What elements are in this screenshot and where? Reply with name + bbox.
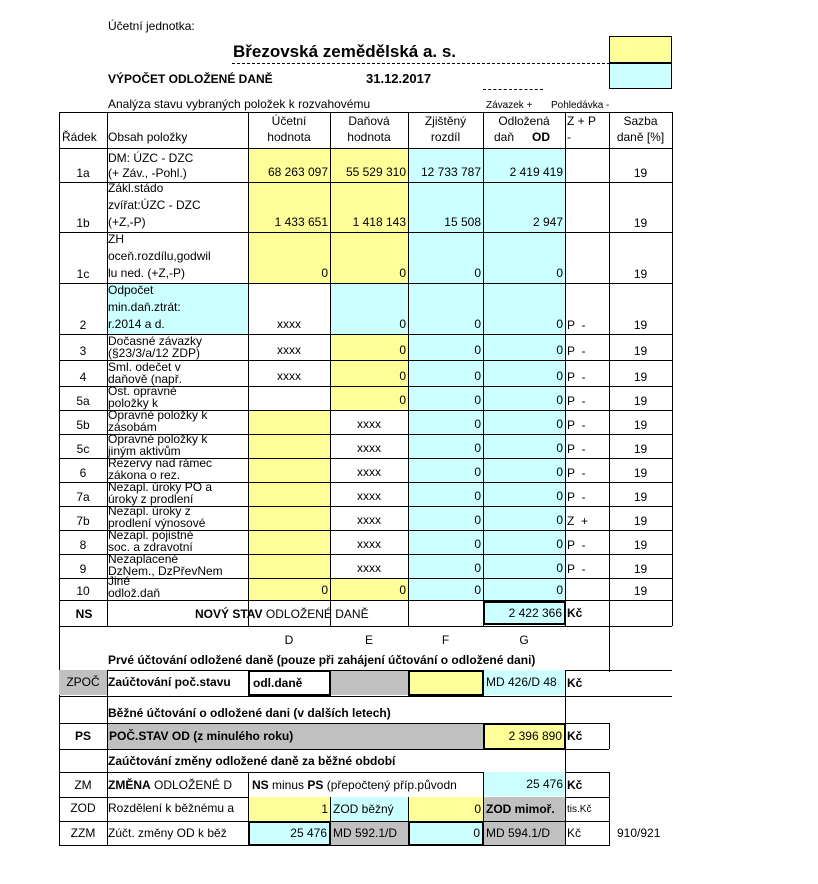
first-heading: Prvé účtování odložené daně (pouze při zahájení účtování o odložené dani) [108,653,536,667]
cell-zr-5a: 0 [408,386,483,410]
cell-od-8: 0 [483,530,565,554]
row-desc-1b-2: (+Z,-P) [108,215,146,229]
cell-zr-1c: 0 [408,232,483,283]
cell-od-2: 0 [483,283,565,334]
cell-uh-6 [248,458,330,482]
zpoc-grey [331,670,408,695]
row-zp-5b: P - [567,418,586,432]
row-id-7b: 7b [76,514,90,528]
row-rate-10: 19 [633,584,648,598]
company-name: Březovská zemědělská a. s. [233,42,457,61]
zod-val1: 1 [249,797,330,821]
cell-uh-7a [248,482,330,506]
ps-label: POČ.STAV OD (z minulého roku) [108,724,483,749]
grid-h-11 [59,482,672,483]
grid-v-7 [609,112,610,626]
col-zjisteny-2: rozdíl [430,130,461,144]
cell-dh-5b: xxxx [357,417,381,431]
row-desc-3-0: Dočasné závazky [108,334,203,348]
row-rate-3: 19 [633,344,648,358]
col-ucetni-2: hodnota [267,130,311,144]
row-desc-5b-0: Opravné položky k [108,408,208,422]
grid-v-6 [565,112,566,626]
grid-v-4 [408,112,409,626]
row-desc-7b-0: Nezapl. úroky z [108,504,191,518]
row-zp-3: P - [567,344,586,358]
row-rate-1c: 19 [633,267,648,281]
cell-uh-3: xxxx [277,343,301,357]
zm-minus: minus [268,778,308,792]
row-id-4: 4 [79,370,87,384]
zm-label-bold: ZMĚNA [108,778,151,792]
row-id-5b: 5b [76,418,90,432]
row-id-5c: 5c [76,442,90,456]
row-desc-9-1: DzNem., DzPřevNem [108,564,223,578]
row-desc-10-0: Jiné [108,574,131,588]
row-id-8: 8 [79,538,87,552]
row-id-2: 2 [79,318,87,332]
cell-od-5c: 0 [483,434,565,458]
zm-ns: NS [252,778,269,792]
cell-dh-9: xxxx [357,561,381,575]
cell-zr-3: 0 [408,334,483,360]
cell-od-9: 0 [483,554,565,578]
zzm-label: Zúčt. změny OD k běž [108,826,227,840]
cell-dh-5c: xxxx [357,441,381,455]
cell-uh-1b: 1 433 651 [248,182,330,232]
row-desc-5b-1: zásobám [108,420,157,434]
row-rate-1a: 19 [633,166,648,180]
col-letter-d: D [284,633,294,647]
grid-v-5 [483,112,484,626]
cell-od-1c: 0 [483,232,565,283]
row-rate-4: 19 [633,370,648,384]
row-id-5a: 5a [76,394,90,408]
legend-yellow-box [609,36,672,63]
cell-uh-4: xxxx [277,369,301,383]
grid-h-5 [59,334,672,335]
row-id-3: 3 [79,344,87,358]
col-letter-f: F [441,633,450,647]
cell-uh-8 [248,530,330,554]
zzm-unit: Kč [567,826,582,840]
row-desc-1c-0: ZH [108,232,124,246]
grid-v-3 [330,112,331,626]
grid-h-1 [59,148,672,149]
col-odlozena-1: Odložená [498,114,550,128]
zpoc-unit: Kč [567,676,583,690]
col-zp-2: - [567,130,571,144]
row-desc-2-2: r.2014 a d. [108,317,165,331]
row-desc-9-0: Nezaplacené [108,552,179,566]
ps-unit: Kč [567,729,583,743]
cell-uh-10: 0 [248,578,330,600]
row-desc-6-0: Rezervy nad rámec [108,456,213,470]
row-rate-8: 19 [633,538,648,552]
row-desc-8-1: soc. a zdravotní [108,540,193,554]
zod-val2: 0 [409,797,483,821]
row-zp-5a: P - [567,394,586,408]
grid-h-9 [59,434,672,435]
legend-cyan-box [609,63,672,89]
cell-zr-9: 0 [408,554,483,578]
cell-uh-5a [248,386,330,410]
grid-v-1 [107,112,108,626]
row-zp-5c: P - [567,442,586,456]
row-id-9: 9 [79,562,87,576]
cell-dh-2: 0 [330,283,408,334]
cell-dh-1c: 0 [330,232,408,283]
row-desc-7a-0: Nezapl. úroky PO a [108,480,213,494]
grid-h-14 [59,554,672,555]
col-odlozena-2b: OD [532,130,550,144]
grid-h-6 [59,360,672,361]
row-zp-7b: Z + [567,514,589,528]
grid-h-13 [59,530,672,531]
cell-zr-8: 0 [408,530,483,554]
cell-zr-1a: 12 733 787 [408,148,483,182]
ps-value: 2 396 890 [483,723,566,750]
grid-h-8 [59,410,672,411]
grid-h-16 [59,600,672,601]
row-desc-1b-1: zvířat:ÚZC - DZC [108,198,201,212]
row-rate-5a: 19 [633,394,648,408]
row-desc-2-1: min.daň.ztrát: [108,300,181,314]
zzm-val2: 0 [408,821,484,846]
cell-dh-1a: 55 529 310 [330,148,408,182]
row-desc-3-1: (§23/3/a/12 ZDP) [108,346,201,360]
grid-bh-7 [59,845,609,846]
zod-bezny: ZOD běžný [331,797,408,821]
cell-uh-1a: 68 263 097 [248,148,330,182]
zzm-md1: MD 592.1/D [331,822,408,845]
row-rate-5c: 19 [633,442,648,456]
zm-label-rest: ODLOŽENÉ D [150,778,233,792]
ns-label [195,607,369,622]
calc-title: VÝPOČET ODLOŽENÉ DANĚ [108,72,273,86]
zm-value: 25 476 [484,772,565,796]
zm-label [108,778,250,793]
zm-unit: Kč [567,778,583,792]
zod-mimor: ZOD mimoř. [484,797,565,821]
grid-bh-1 [59,696,672,697]
cell-zr-5b: 0 [408,410,483,434]
zpoc-box: odl.daně [248,670,331,696]
cell-od-7a: 0 [483,482,565,506]
zavazek-label: Závazek + [486,100,533,111]
cell-dh-7a: xxxx [357,489,381,503]
row-desc-5a-1: položky k [108,396,159,410]
cell-od-3: 0 [483,334,565,360]
col-danova-1: Daňová [348,114,390,128]
date-dash [483,89,543,90]
ns-label-bold: NOVÝ STAV [195,607,263,621]
col-sazba-2: daně [%] [616,130,665,144]
cell-dh-6: xxxx [357,465,381,479]
col-letter-g: G [519,633,529,647]
col-sazba-1: Sazba [623,114,658,128]
grid-h-15 [59,578,672,579]
row-zp-8: P - [567,538,586,552]
col-danova-2: hodnota [347,130,391,144]
row-desc-5c-1: jiným aktivům [108,444,181,458]
row-desc-8-0: Nezapl. pojistné [108,528,194,542]
cell-uh-5c [248,434,330,458]
cell-uh-7b [248,506,330,530]
pohledavka-label: Pohledávka - [551,100,610,111]
zzm-id: ZZM [70,826,96,840]
cell-dh-5a: 0 [330,386,408,410]
row-desc-1c-2: lu ned. (+Z,-P) [108,266,186,280]
grid-h-4 [59,283,672,284]
row-zp-9: P - [567,562,586,576]
cell-uh-1c: 0 [248,232,330,283]
row-zp-6: P - [567,466,586,480]
row-desc-7b-1: prodlení výnosové [108,516,206,530]
row-desc-6-1: zákona o rez. [108,468,181,482]
cell-uh-2: xxxx [277,317,301,331]
row-id-1b: 1b [76,216,90,230]
row-rate-7b: 19 [633,514,648,528]
cell-uh-5b [248,410,330,434]
zpoc-yellow [408,670,484,696]
row-desc-4-0: Sml. odečet v [108,360,181,374]
company-underline [232,63,610,64]
row-desc-5c-0: Opravné položky k [108,432,208,446]
analysis-text: Analýza stavu vybraných položek k rozvahovému [108,97,371,111]
cell-dh-7b: xxxx [357,513,381,527]
cell-dh-8: xxxx [357,537,381,551]
row-desc-10-1: odlož.daň [108,586,161,600]
cell-od-6: 0 [483,458,565,482]
cell-zr-10: 0 [408,578,483,600]
calc-date: 31.12.2017 [366,71,432,86]
row-desc-1c-1: oceň.rozdílu,godwil [108,249,211,263]
grid-bv2-1 [609,772,610,846]
row-id-1c: 1c [76,267,90,281]
cell-od-1b: 2 947 [483,182,565,232]
row-desc-7a-1: úroky z prodlení [108,492,194,506]
zm-ps: PS [307,778,324,792]
grid-h-2 [59,182,672,183]
row-id-6: 6 [79,466,87,480]
grid-v-0 [59,112,60,626]
row-id-1a: 1a [76,166,90,180]
col-odlozena-2a: daň [494,130,515,144]
row-rate-2: 19 [633,318,648,332]
col-radek: Řádek [62,130,97,144]
unit-label: Účetní jednotka: [108,19,195,33]
col-ucetni-1: Účetní [271,114,307,128]
zm-id: ZM [74,778,92,792]
zm-tail: (přepočtený příp.původn [323,778,457,792]
row-rate-9: 19 [633,562,648,576]
ns-label-rest: ODLOŽENÉ DANĚ [262,607,369,621]
row-rate-7a: 19 [633,490,648,504]
cell-zr-1b: 15 508 [408,182,483,232]
row-desc-1a-1: (+ Záv., -Pohl.) [108,166,187,180]
cell-od-5b: 0 [483,410,565,434]
cell-uh-9 [248,554,330,578]
grid-h-10 [59,458,672,459]
zm-formula [252,778,482,793]
ns-value: 2 422 366 [483,601,566,625]
zod-unit: tis.Kč [567,804,592,815]
grid-v-2 [248,112,249,626]
cell-zr-5c: 0 [408,434,483,458]
col-obsah: Obsah položky [108,130,188,144]
cell-od-5a: 0 [483,386,565,410]
row-desc-5a-0: Ost. opravné [108,384,177,398]
col-zjisteny-1: Zjištěný [424,114,467,128]
zpoc-id: ZPOČ [59,670,107,695]
cell-zr-6: 0 [408,458,483,482]
cell-dh-10: 0 [330,578,408,600]
row-desc-1a-0: DM: ÚZC - DZC [108,151,194,165]
row-zp-4: P - [567,370,586,384]
row-id-7a: 7a [76,490,90,504]
change-heading: Zaúčtování změny odložené daně za běžné období [108,754,396,768]
row-zp-7a: P - [567,490,586,504]
row-desc-4-1: daňově (např. [108,372,183,386]
zzm-acct: 910/921 [617,826,661,840]
cell-zr-4: 0 [408,360,483,386]
col-zp-1: Z + P [567,114,597,128]
cell-dh-4: 0 [330,360,408,386]
grid-v-8 [672,112,673,626]
cell-dh-1b: 1 418 143 [330,182,408,232]
current-heading: Běžné účtování o odložené dani (v dalších letech) [108,706,391,720]
grid-bv2-0 [609,723,610,749]
grid-bv-3 [565,670,566,846]
cell-dh-3: 0 [330,334,408,360]
cell-od-10: 0 [483,578,565,600]
row-desc-2-0: Odpočet [108,283,154,297]
grid-h-17 [59,626,672,627]
ns-id: NS [75,607,93,621]
cell-zr-7a: 0 [408,482,483,506]
row-desc-1b-0: Zákl.stádo [108,181,164,195]
zod-id: ZOD [70,801,96,815]
zpoc-md: MD 426/D 48 [484,670,565,695]
cell-od-1a: 2 419 419 [483,148,565,182]
cell-zr-7b: 0 [408,506,483,530]
ns-unit: Kč [567,606,583,620]
grid-h-12 [59,506,672,507]
row-rate-1b: 19 [633,216,648,230]
col-letter-e: E [364,633,373,647]
cell-od-4: 0 [483,360,565,386]
grid-h-3 [59,232,672,233]
zzm-md2: MD 594.1/D [484,822,565,845]
ps-id: PS [74,729,91,743]
grid-bv-4 [609,626,610,672]
zzm-value: 25 476 [248,821,331,846]
cell-zr-2: 0 [408,283,483,334]
row-zp-2: P - [567,318,586,332]
grid-h-0 [59,112,672,113]
grid-h-7 [59,386,672,387]
cell-od-7b: 0 [483,506,565,530]
row-rate-5b: 19 [633,418,648,432]
row-id-10: 10 [76,584,90,598]
zpoc-label: Zaúčtování poč.stavu [108,675,231,689]
row-rate-6: 19 [633,466,648,480]
zod-label: Rozdělení k běžnému a [108,801,235,815]
